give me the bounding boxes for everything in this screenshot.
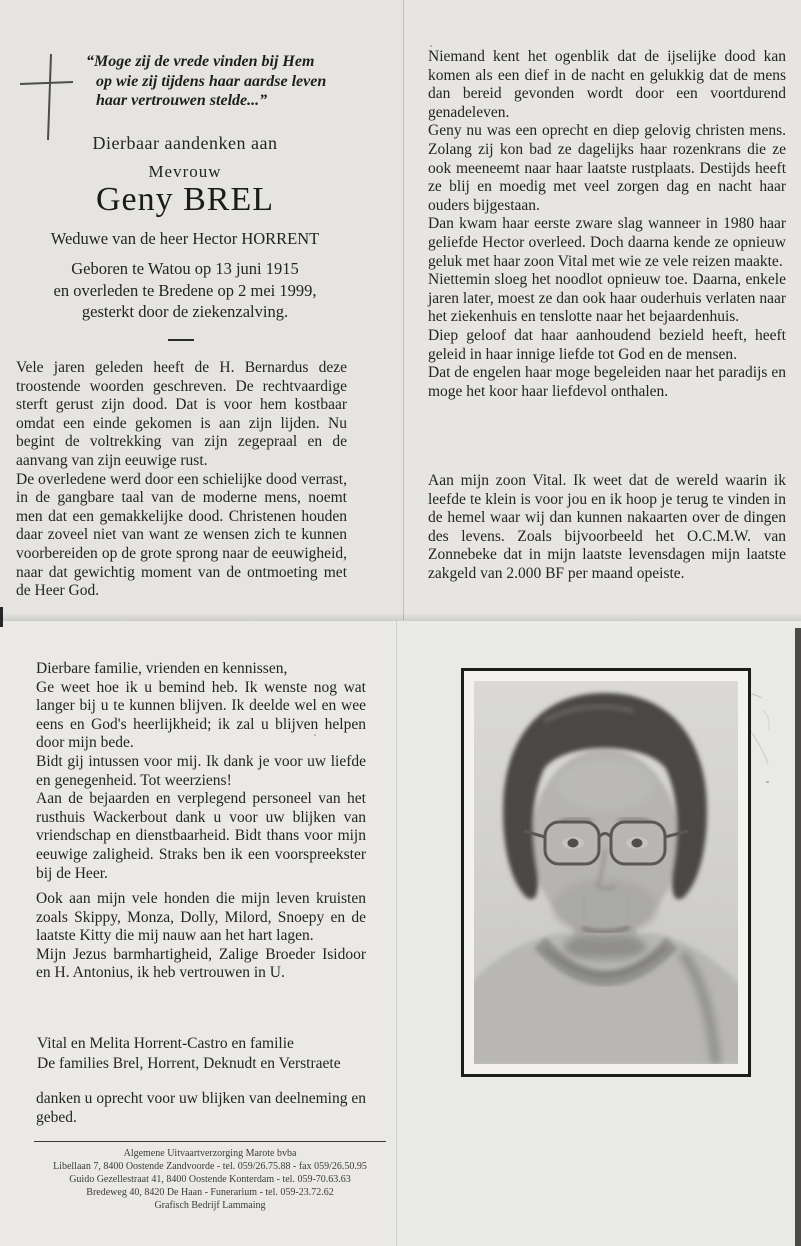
vitals-line: gesterkt door de ziekenzalving. (81, 302, 289, 321)
memorial-paragraph: Diep geloof dat haar aanhoudend bezield heeft, heeft geleid in haar innige liefde tot God en de mensen. (428, 326, 786, 363)
scan-edge-mark (0, 607, 3, 627)
dust-speck (430, 45, 432, 47)
quote-line: op wie zij tijdens haar aardse leven (96, 72, 327, 90)
memorial-paragraph: De overledene werd door een schielijke dood verrast, in de gangbare taal van de moderne mens, noemt men dat een gemakkelijke dood. Christenen houden daar zoveel niet van want ze wensen zich te kunnen voorbereiden op de grote sprong naar de eeuwigheid, naar dat gewichtig moment van de ontmoeting met de Heer God. (16, 470, 347, 600)
separator-dash (168, 339, 194, 341)
memorial-paragraph: Vele jaren geleden heeft de H. Bernardus deze troostende woorden geschreven. De rechtvaardige sterft gerust zijn dood. Dat is voor hem kostbaar omdat een einde gekomen is aan zijn lijden. Nu begint de voltrekking van zijn zegepraal en de aanvang van zijn eeuwige rust. (16, 359, 347, 469)
thanks-text (36, 1090, 366, 1127)
memorial-paragraph: danken u oprecht voor uw blijken van deelneming en gebed. (36, 1090, 366, 1126)
memorial-paragraph: Ook aan mijn vele honden die mijn leven kruisten zoals Skippy, Monza, Dolly, Milord, Snoepy en de laatste Kitty die mij nauw aan het hart lagen. (36, 890, 366, 945)
widow-line: Weduwe van de heer Hector HORRENT (50, 229, 320, 248)
portrait-illustration (474, 681, 738, 1064)
memorial-paragraph: Mijn Jezus barmhartigheid, Zalige Broeder Isidoor en H. Antonius, ik heb vertrouwen in U. (36, 945, 366, 982)
family-names (37, 1034, 382, 1074)
dogs-and-faith-text (36, 890, 366, 983)
memorial-paragraph: Niettemin sloeg het noodlot opnieuw toe. Daarna, enkele jaren later, moest ze dan ook haar ouderhuis verlaten naar het ziekenhuis en tenslotte naar het bejaardenhuis. (428, 271, 786, 326)
footer-line: Guido Gezellestraat 41, 8400 Oostende Konterdam - tel. 059-70.63.63 (69, 1174, 351, 1185)
quote-line: “Moge zij de vrede vinden bij Hem (86, 53, 315, 70)
memorial-paragraph: Aan de bejaarden en verplegend personeel van het rusthuis Wackerbout dank u voor uw blijken van vriendschap en dienstbaarheid. Bidt thans voor mijn eeuwige zaligheid. Straks ben ik een voorspreekster bij de Heer. (36, 790, 366, 882)
memorial-paragraph: Bidt gij intussen voor mij. Ik dank je voor uw liefde en genegenheid. Tot weerziens! (36, 752, 366, 789)
scan-edge-shadow (795, 628, 801, 1246)
message-to-son (428, 472, 786, 584)
scan-seam-horizontal (0, 613, 801, 621)
vitals-line: Geboren te Watou op 13 juni 1915 (71, 259, 299, 278)
memorial-paragraph: Dat de engelen haar moge begeleiden naar het paradijs en moge het koor haar liefdevol onthalen. (428, 364, 786, 400)
scan-seam-vertical-top (403, 0, 404, 620)
memorial-paragraph: Dan kwam haar eerste zware slag wanneer in 1980 haar geliefde Hector overleed. Doch daarna kende ze opnieuw geluk met haar zoon Vital met wie ze vele reizen maakte. (428, 215, 786, 270)
memorial-paragraph: Ge weet hoe ik u bemind heb. Ik wenste nog wat langer bij u te kunnen blijven. Ik deelde wel en wee eens en God's heerlijkheid; ik zal u blijven helpen door mijn bede. (36, 678, 366, 752)
footer-divider (34, 1141, 386, 1142)
memorial-paragraph: Niemand kent het ogenblik dat de ijselijke dood kan komen als een dief in de nacht en gelukkig dat de mens dan bereid gevonden wordt door een voortdurend genadeleven. (428, 48, 786, 121)
footer-line: Algemene Uitvaartverzorging Marote bvba (123, 1148, 297, 1159)
dedication-line: Dierbaar aandenken aan (92, 133, 278, 153)
deceased-name: Geny BREL (95, 181, 275, 218)
quote-line: haar vertrouwen stelde...” (96, 92, 268, 109)
footer-line: Grafisch Bedrijf Lammaing (154, 1200, 266, 1211)
funeral-home-footer (10, 1147, 410, 1212)
portrait-photo (461, 668, 751, 1077)
memorial-paragraph: Geny nu was een oprecht en diep gelovig christen mens. Zolang zij kon bad ze dagelijks haar rozenkrans die ze ook meeneemt naar haar laatste rustplaats. Destijds heeft ze blij en moedig met veel zorgen dag en nacht haar ouders bijgestaan. (428, 122, 786, 214)
footer-line: Bredeweg 40, 8420 De Haan - Funerarium - tel. 059-23.72.62 (86, 1187, 334, 1198)
honorific: Mevrouw (148, 162, 222, 181)
birth-death-lines (15, 258, 355, 323)
footer-line: Libellaan 7, 8400 Oostende Zandvoorde - tel. 059/26.75.88 - fax 059/26.50.95 (53, 1161, 367, 1172)
memorial-paragraph: Dierbare familie, vrienden en kennissen, (36, 660, 288, 677)
farewell-text (36, 660, 366, 883)
opening-quote (86, 52, 354, 111)
dust-speck (766, 781, 769, 783)
memorial-paragraph: Aan mijn zoon Vital. Ik weet dat de wereld waarin ik leefde te klein is voor jou en ik hoop je terug te vinden in de hemel waar wij dan kunnen nakaarten over de dingen des levens. Zoals bijvoorbeeld het O.C.M.W. van Zonnebeke dat in mijn laatste levensdagen mijn laatste zakgeld van 2.000 BF per maand opeiste. (428, 472, 786, 582)
family-line: Vital en Melita Horrent-Castro en familie (37, 1035, 294, 1052)
family-line: De families Brel, Horrent, Deknudt en Verstraete (37, 1055, 341, 1072)
inside-right-text (428, 48, 786, 401)
vitals-line: en overleden te Bredene op 2 mei 1999, (53, 280, 317, 300)
front-text (16, 359, 347, 601)
